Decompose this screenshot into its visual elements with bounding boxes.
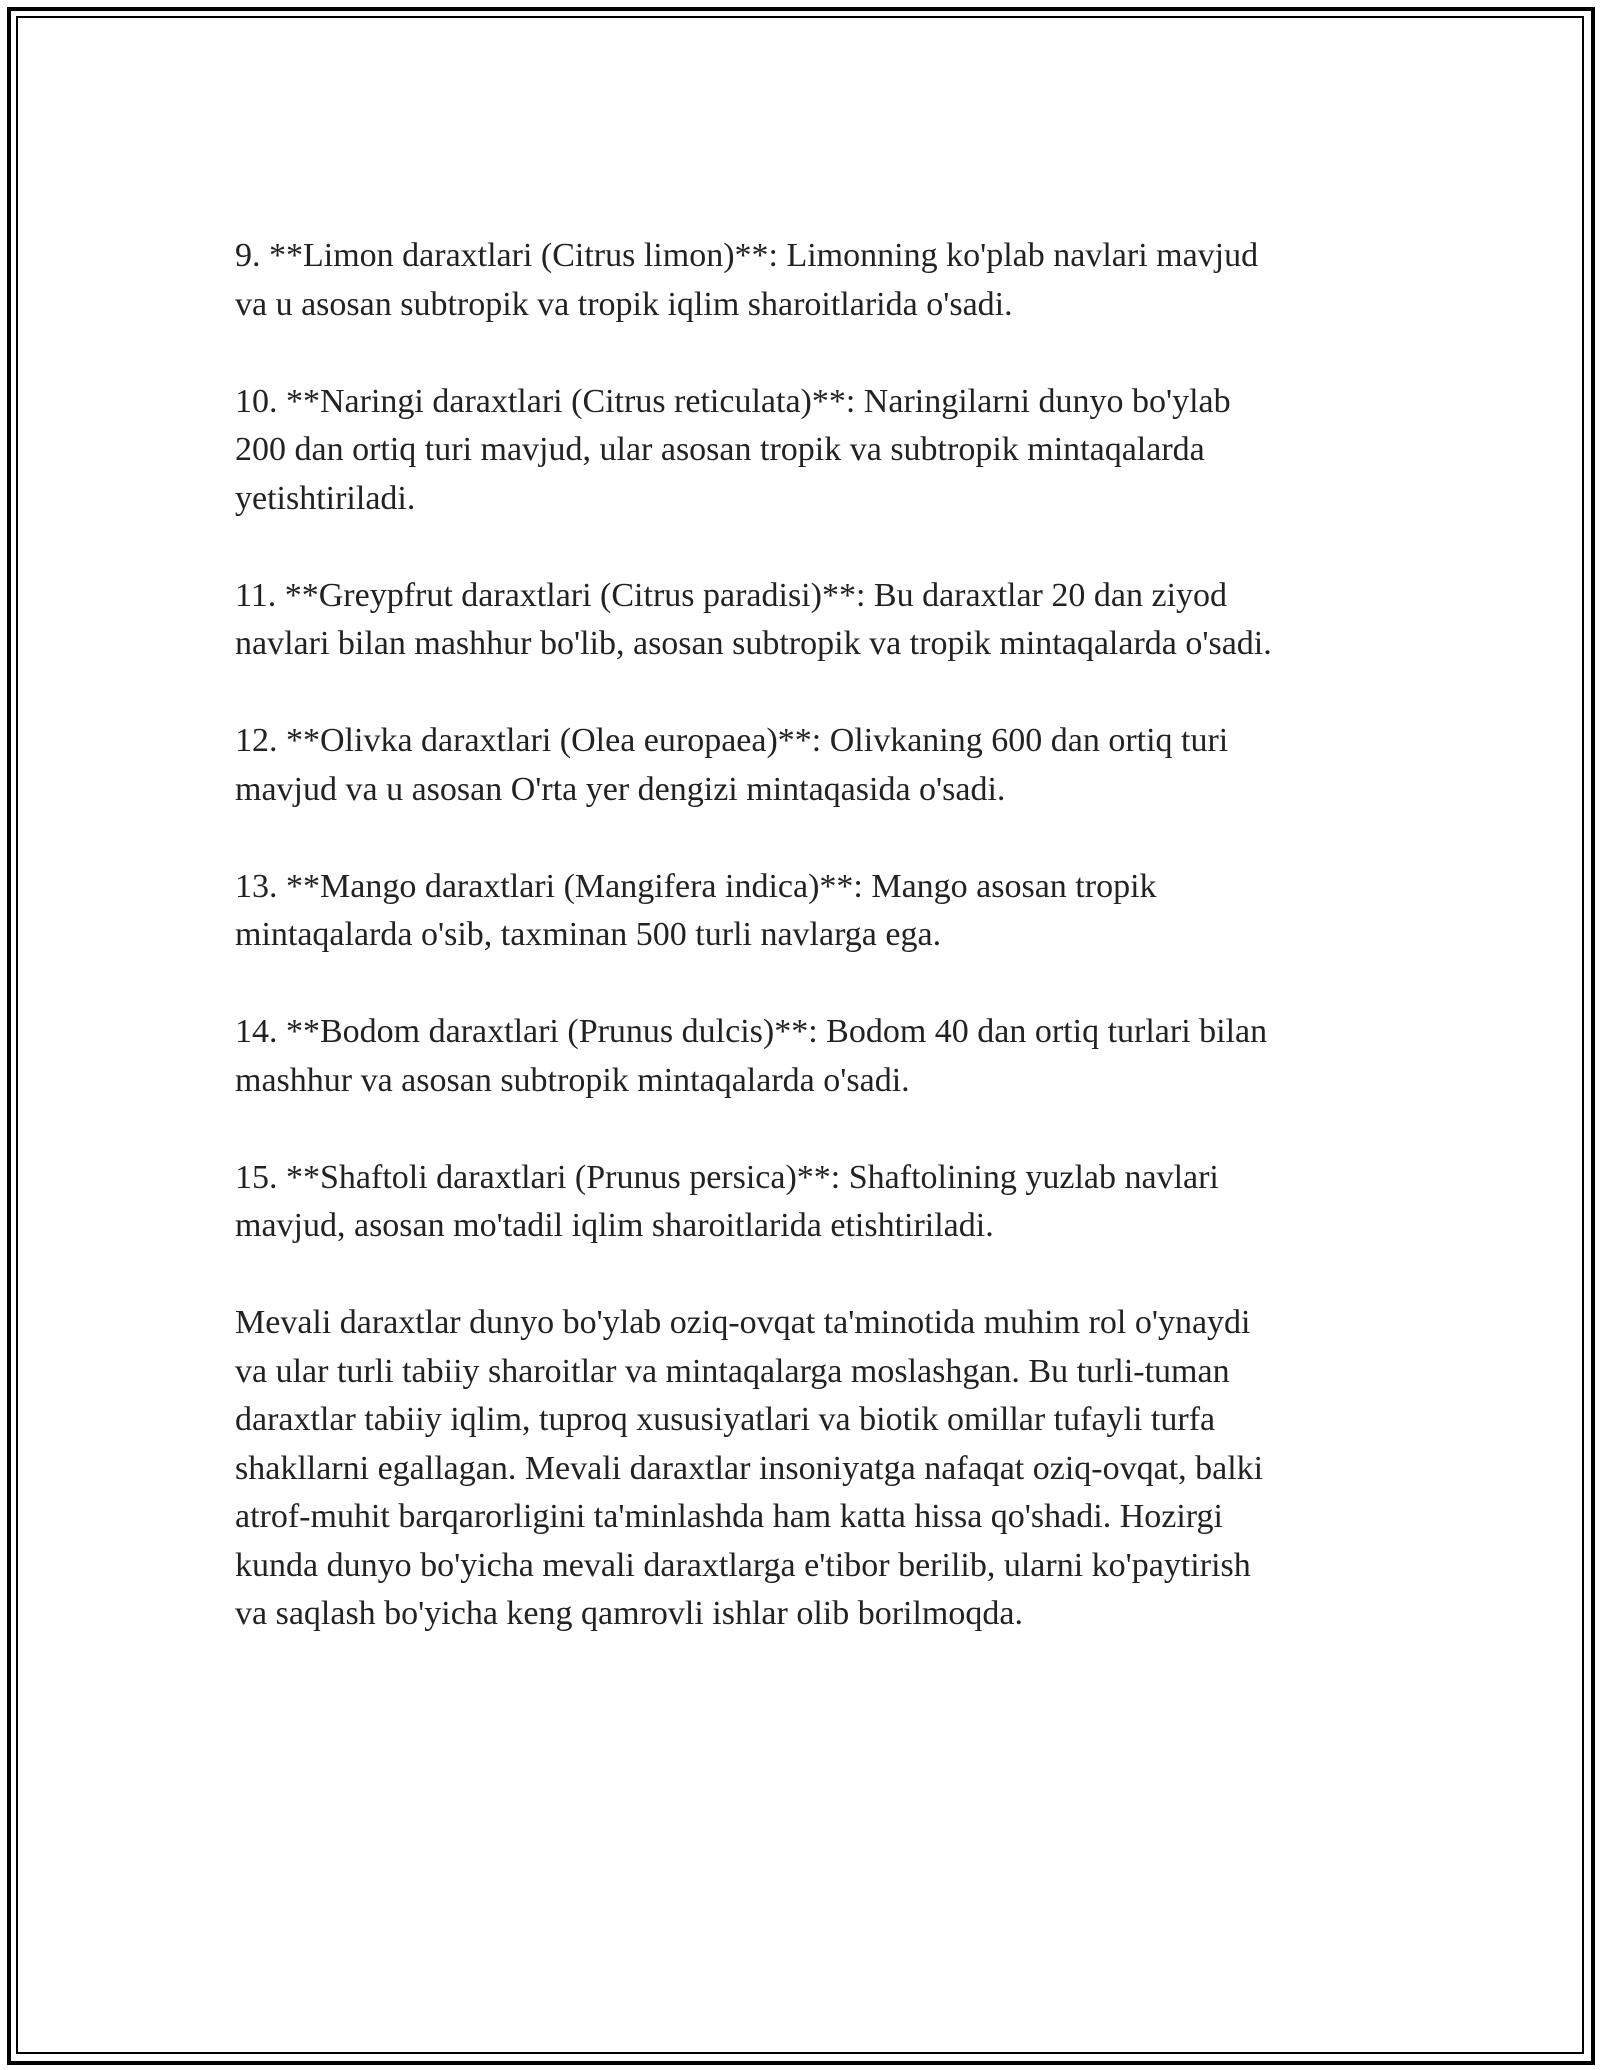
list-item-naringi: 10. **Naringi daraxtlari (Citrus reticulata)**: Naringilarni dunyo bo'ylab 200 dan ortiq turi mavjud, ular asosan tropik va subtropik mintaqalarda yetishtiriladi. [235,382,1231,517]
list-item-greypfrut: 11. **Greypfrut daraxtlari (Citrus paradisi)**: Bu daraxtlar 20 dan ziyod navlari bilan mashhur bo'lib, asosan subtropik va tropik mintaqalarda o'sadi. [235,576,1272,662]
list-item-mango: 13. **Mango daraxtlari (Mangifera indica)**: Mango asosan tropik mintaqalarda o'sib, taxminan 500 turli navlarga ega. [235,867,1157,953]
list-item-olivka: 12. **Olivka daraxtlari (Olea europaea)**: Olivkaning 600 dan ortiq turi mavjud va u asosan O'rta yer dengizi mintaqasida o'sadi. [235,722,1229,808]
document-body [235,232,1365,1639]
list-item-bodom: 14. **Bodom daraxtlari (Prunus dulcis)**: Bodom 40 dan ortiq turlari bilan mashhur va asosan subtropik mintaqalarda o'sadi. [235,1013,1268,1099]
list-item-shaftoli: 15. **Shaftoli daraxtlari (Prunus persica)**: Shaftolining yuzlab navlari mavjud, asosan mo'tadil iqlim sharoitlarida etishtiriladi. [235,1158,1219,1244]
list-item-limon: 9. **Limon daraxtlari (Citrus limon)**: Limonning ko'plab navlari mavjud va u asosan subtropik va tropik iqlim sharoitlarida o'sadi. [235,237,1259,323]
conclusion-paragraph: Mevali daraxtlar dunyo bo'ylab oziq-ovqat ta'minotida muhim rol o'ynaydi va ular turli tabiiy sharoitlar va mintaqalarga moslashgan. Bu turli-tuman daraxtlar tabiiy iqlim, tuproq xususiyatlari va biotik omillar tufayli turfa shakllarni egallagan. Mevali daraxtlar insoniyatga nafaqat oziq-ovqat, balki atrof-muhit barqarorligini ta'minlashda ham katta hissa qo'shadi. Hozirgi kunda dunyo bo'yicha mevali daraxtlarga e'tibor berilib, ularni ko'paytirish va saqlash bo'yicha keng qamrovli ishlar olib borilmoqda. [235,1304,1264,1632]
